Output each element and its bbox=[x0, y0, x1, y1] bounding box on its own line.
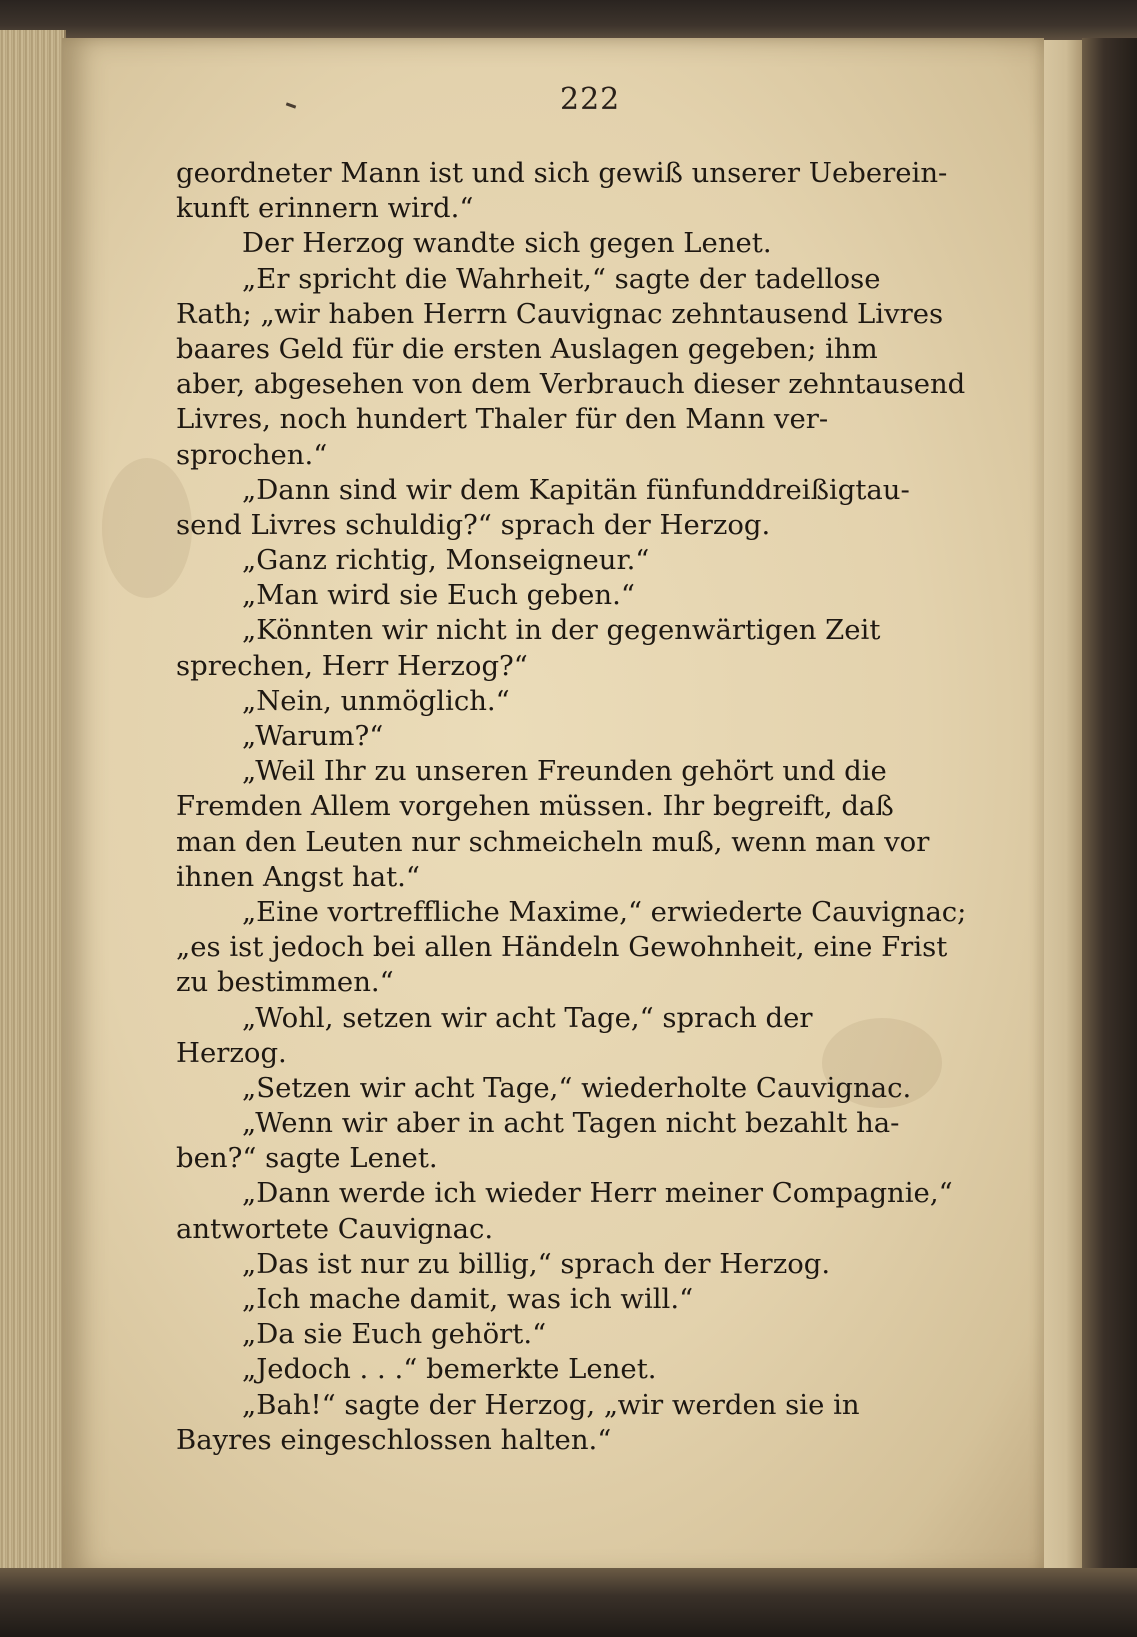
text-line: Fremden Allem vorgehen müssen. Ihr begreift, daß bbox=[176, 790, 894, 823]
text-line: „Warum?“ bbox=[242, 720, 384, 752]
text-line: „Er spricht die Wahrheit,“ sagte der tadellose bbox=[242, 262, 881, 295]
text-line: send Livres schuldig?“ sprach der Herzog. bbox=[176, 508, 771, 541]
text-line: „Eine vortreffliche Maxime,“ erwiederte Cauvignac; bbox=[242, 895, 967, 928]
text-line: „Setzen wir acht Tage,“ wiederholte Cauvignac. bbox=[242, 1071, 912, 1104]
text-line: geordneter Mann ist und sich gewiß unserer Ueberein- bbox=[176, 157, 948, 189]
text-line: „es ist jedoch bei allen Händeln Gewohnheit, eine Frist bbox=[176, 931, 948, 964]
text-line: zu bestimmen.“ bbox=[176, 966, 394, 999]
text-line: Livres, noch hundert Thaler für den Mann ver- bbox=[176, 403, 829, 436]
text-line: „Könnten wir nicht in der gegenwärtigen Zeit bbox=[242, 614, 881, 647]
text-line: „Bah!“ sagte der Herzog, „wir werden sie in bbox=[242, 1388, 860, 1421]
text-line: ihnen Angst hat.“ bbox=[176, 860, 420, 893]
facing-page-edge bbox=[1040, 40, 1084, 1575]
text-line: kunft erinnern wird.“ bbox=[176, 192, 474, 225]
text-line: „Nein, unmöglich.“ bbox=[242, 684, 510, 717]
text-line: „Da sie Euch gehört.“ bbox=[242, 1318, 547, 1351]
text-line: „Ich mache damit, was ich will.“ bbox=[242, 1283, 694, 1315]
text-line: „Jedoch . . .“ bemerkte Lenet. bbox=[242, 1353, 657, 1386]
text-line: Der Herzog wandte sich gegen Lenet. bbox=[242, 227, 772, 260]
text-line: „Wohl, setzen wir acht Tage,“ sprach der bbox=[242, 1001, 813, 1034]
text-line: Bayres eingeschlossen halten.“ bbox=[176, 1423, 612, 1456]
page-stack-left bbox=[0, 30, 66, 1575]
text-line: „Dann sind wir dem Kapitän fünfunddreißigtau- bbox=[242, 473, 910, 506]
text-line: „Man wird sie Euch geben.“ bbox=[242, 579, 635, 612]
text-line: „Ganz richtig, Monseigneur.“ bbox=[242, 544, 650, 577]
text-line: sprochen.“ bbox=[176, 438, 328, 471]
text-line: „Dann werde ich wieder Herr meiner Compagnie,“ bbox=[242, 1177, 953, 1210]
text-line: „Weil Ihr zu unseren Freunden gehört und die bbox=[242, 755, 887, 788]
text-line: „Wenn wir aber in acht Tagen nicht bezahlt ha- bbox=[242, 1107, 900, 1140]
book-bottom-edge bbox=[0, 1568, 1137, 1637]
text-line: sprechen, Herr Herzog?“ bbox=[176, 649, 528, 682]
text-line: antwortete Cauvignac. bbox=[176, 1212, 494, 1245]
text-line: man den Leuten nur schmeicheln muß, wenn man vor bbox=[176, 825, 930, 858]
text-line: Rath; „wir haben Herrn Cauvignac zehntausend Livres bbox=[176, 297, 944, 330]
page-number: 222 bbox=[560, 82, 621, 117]
text-line: Herzog. bbox=[176, 1036, 287, 1069]
text-line: aber, abgesehen von dem Verbrauch dieser zehntausend bbox=[176, 368, 966, 401]
text-line: ben?“ sagte Lenet. bbox=[176, 1142, 438, 1175]
page-text bbox=[176, 156, 998, 1458]
text-line: „Das ist nur zu billig,“ sprach der Herzog. bbox=[242, 1247, 831, 1280]
text-line: baares Geld für die ersten Auslagen gegeben; ihm bbox=[176, 332, 878, 365]
book-cover-edge bbox=[1082, 38, 1137, 1578]
